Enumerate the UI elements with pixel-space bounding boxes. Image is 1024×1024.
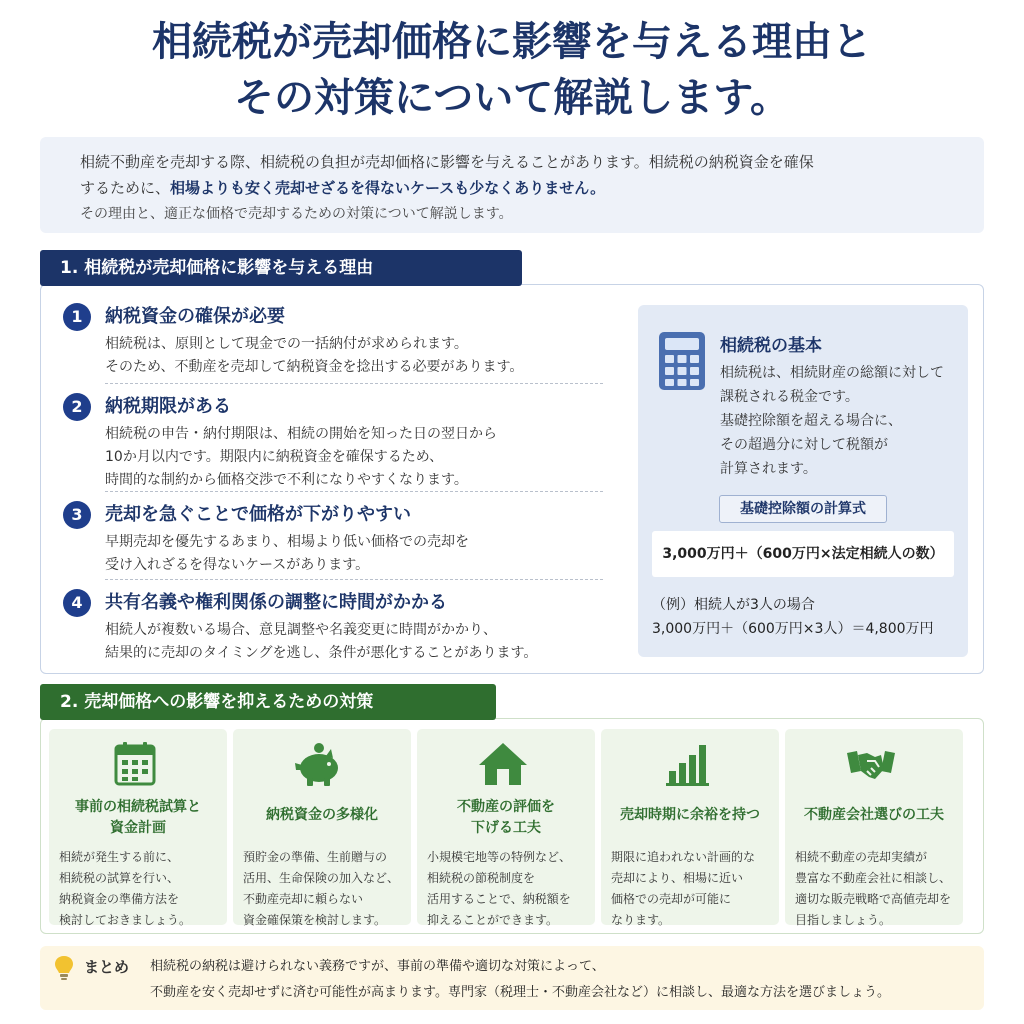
handshake-icon [845,741,897,787]
card-body-line: 活用することで、納税額を [427,892,571,906]
section1-box [40,284,984,674]
card-body [795,847,959,931]
tax-basics-line: 相続税は、相続財産の総額に対して [720,365,944,381]
summary-label: まとめ [84,958,130,976]
card-title [789,805,959,826]
reason-body [105,423,605,492]
card-body [243,847,407,931]
reason-body [105,531,605,577]
card-body-line: 適切な販売戦略で高値売却を [795,892,952,906]
card-body [59,847,223,931]
card-body-line: なります。 [611,913,671,927]
reason-body [105,619,605,665]
card-title-line: 下げる工夫 [471,820,541,836]
card-body-line: 資金確保策を検討します。 [243,913,387,927]
card-body-line: 相続が発生する前に、 [59,850,180,864]
page-title [0,14,1024,126]
card-body-line: 売却により、相場に近い [611,871,744,885]
reason-title: 納税期限がある [105,396,231,417]
intro-line-2a: するために、 [80,179,171,197]
card-title-line: 不動産会社選びの工夫 [804,807,944,823]
card-title-line: 売却時期に余裕を持つ [620,807,760,823]
reason-body-line: そのため、不動産を売却して納税資金を捻出する必要があります。 [105,359,524,375]
reason-body-line: 相続税は、原則として現金での一括納付が求められます。 [105,336,468,352]
reason-title: 納税資金の確保が必要 [105,306,285,327]
section1-heading: 1. 相続税が売却価格に影響を与える理由 [40,250,522,286]
reason-body-line: 受け入れざるを得ないケースがあります。 [105,557,370,573]
bar-chart-icon [661,741,713,787]
example-line: （例）相続人が3人の場合 [652,597,815,613]
title-line-2: その対策について解説します。 [234,74,790,121]
card-body-line: 相続不動産の売却実績が [795,850,928,864]
card-title-line: 不動産の評価を [457,799,555,815]
card-body-line: 預貯金の準備、生前贈与の [243,850,388,864]
lightbulb-icon [52,954,76,982]
formula-label-badge: 基礎控除額の計算式 [719,495,887,523]
card-body-line: 豊富な不動産会社に相談し、 [795,871,952,885]
reason-body-line: 相続人が複数いる場合、意見調整や名義変更に時間がかかり、 [105,622,497,638]
countermeasure-card [49,729,227,925]
reason-body [105,333,605,379]
section2-heading: 2. 売却価格への影響を抑えるための対策 [40,684,496,720]
countermeasure-card [417,729,595,925]
reason-body-line: 結果的に売却のタイミングを逃し、条件が悪化することがあります。 [105,645,538,661]
card-body-line: 活用、生命保険の加入など、 [243,871,400,885]
card-body-line: 相続税の試算を行い、 [59,871,180,885]
tax-basics-line: 基礎控除額を超える場合に、 [720,413,902,429]
card-body-line: 相続税の節税制度を [427,871,536,885]
house-icon [477,741,529,787]
card-title-line: 納税資金の多様化 [266,807,378,823]
card-title [53,797,223,839]
divider [105,579,603,580]
summary-line: 不動産を安く売却せずに済む可能性が高まります。専門家（税理士・不動産会社など）に相談し、最適な方法を選びましょう。 [150,985,890,1000]
tax-basics-line: 課税される税金です。 [720,389,859,405]
card-body-line: 検討しておきましょう。 [59,913,192,927]
reason-body-line: 相続税の申告・納付期限は、相続の開始を知った日の翌日から [105,426,497,442]
calculator-icon [658,331,706,391]
summary-box [40,946,984,1010]
formula-box: 3,000万円＋（600万円×法定相続人の数） [652,531,954,577]
reason-number-badge: 2 [63,393,91,421]
intro-highlight: 相場よりも安く売却せざるを得ないケースも少なくありません。 [170,179,606,197]
card-title [237,805,407,826]
countermeasure-card [233,729,411,925]
card-title-line: 資金計画 [110,820,166,836]
countermeasure-card [601,729,779,925]
intro-box [40,137,984,233]
reason-number-badge: 4 [63,589,91,617]
divider [105,491,603,492]
reason-body-line: 早期売却を優先するあまり、相場より低い価格での売却を [105,534,469,550]
section2-box [40,718,984,934]
reason-number-badge: 3 [63,501,91,529]
reason-body-line: 時間的な制約から価格交渉で不利になりやすくなります。 [105,472,468,488]
card-body [611,847,775,931]
example-line: 3,000万円＋（600万円×3人）＝4,800万円 [652,621,934,637]
card-body-line: 小規模宅地等の特例など、 [427,850,572,864]
card-title-line: 事前の相続税試算と [75,799,201,815]
reason-body-line: 10か月以内です。期限内に納税資金を確保するため、 [105,449,444,465]
tax-basics-body [720,361,960,481]
card-body-line: 目指しましょう。 [795,913,892,927]
title-line-1: 相続税が売却価格に影響を与える理由と [152,18,872,65]
tax-basics-title: 相続税の基本 [720,336,822,356]
tax-basics-panel [638,305,968,657]
card-title [605,805,775,826]
countermeasure-card [785,729,963,925]
card-title [421,797,591,839]
card-body [427,847,591,931]
card-body-line: 価格での売却が可能に [611,892,732,906]
piggy-bank-icon [293,741,345,787]
reason-number-badge: 1 [63,303,91,331]
card-body-line: 納税資金の準備方法を [59,892,180,906]
card-body-line: 期限に追われない計画的な [611,850,756,864]
intro-line-2 [80,175,944,201]
divider [105,383,603,384]
tax-basics-line: 計算されます。 [720,461,817,477]
calendar-icon [109,741,161,787]
summary-line: 相続税の納税は避けられない義務ですが、事前の準備や適切な対策によって、 [150,959,605,974]
tax-basics-line: その超過分に対して税額が [720,437,888,453]
formula-example [652,593,962,641]
intro-line-3: その理由と、適正な価格で売却するための対策について解説します。 [80,206,513,222]
summary-text [150,954,980,1006]
reason-title: 共有名義や権利関係の調整に時間がかかる [105,592,447,613]
card-body-line: 不動産売却に頼らない [243,892,364,906]
reason-title: 売却を急ぐことで価格が下がりやすい [105,504,411,525]
intro-line-1: 相続不動産を売却する際、相続税の負担が売却価格に影響を与えることがあります。相続税の納税資金を確保 [80,153,814,171]
card-body-line: 抑えることができます。 [427,913,559,927]
